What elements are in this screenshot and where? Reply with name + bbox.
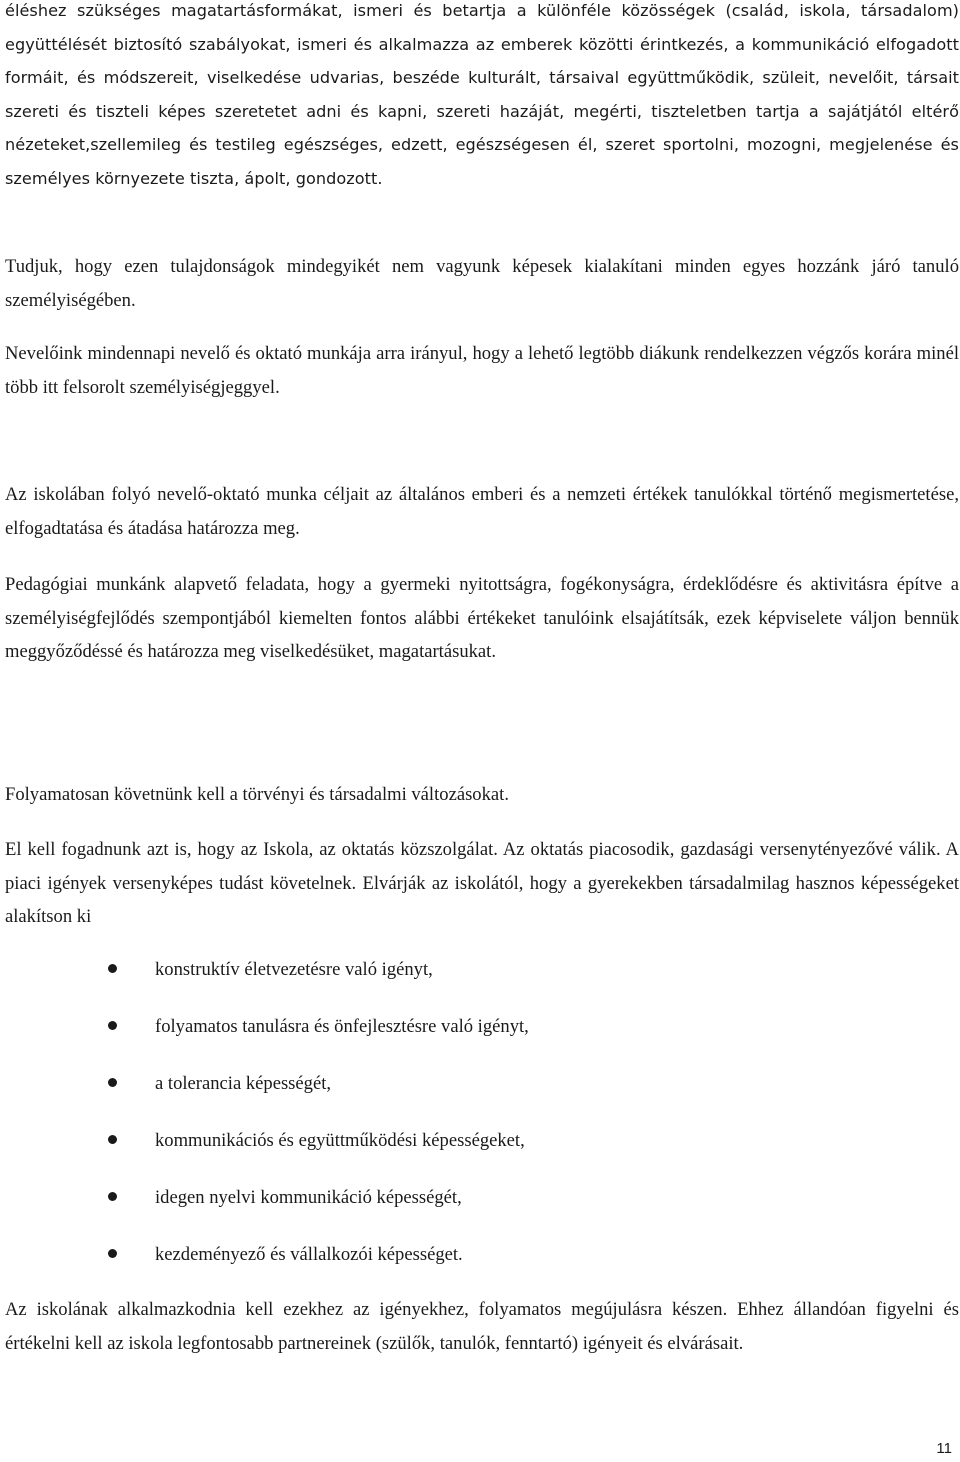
- paragraph-legal-changes: Folyamatosan követnünk kell a törvényi és társadalmi változásokat.: [5, 784, 509, 805]
- paragraph-teachers-work: Nevelőink mindennapi nevelő és oktató munkája arra irányul, hogy a lehető legtöbb diákunk rendelkezzen végzős korára minél több itt felsorolt személyiségjeggyel.: [5, 343, 959, 398]
- skills-bullet-list: [0, 953, 960, 1296]
- list-item: [0, 1238, 960, 1295]
- bullet-icon: [108, 964, 117, 973]
- bullet-icon: [108, 1021, 117, 1030]
- list-item: [0, 1181, 960, 1238]
- bullet-icon: [108, 1249, 117, 1258]
- paragraph-adaptation: Az iskolának alkalmazkodnia kell ezekhez az igényekhez, folyamatos megújulásra készen. Ehhez állandóan figyelni és értékelni kell az iskola legfontosabb partnereinek (szülők, tanulók, fenntartó) igényeit és elvárásait.: [5, 1299, 959, 1354]
- list-item-text: kommunikációs és együttműködési képességeket,: [155, 1130, 525, 1152]
- list-item: [0, 1124, 960, 1181]
- paragraph-personality-traits: éléshez szükséges magatartásformákat, ismeri és betartja a különféle közösségek (család, iskola, társadalom) együttélését biztosító szabályokat, ismeri és alkalmazza az emberek közötti érintkezés, a kommunikáció elfogadott formáit, és módszereit, viselkedése udvarias, beszéde kulturált, társaival együttműködik, szüleit, nevelőit, társait szereti és tiszteli képes szeretetet adni és kapni, szereti hazáját, megérti, tiszteletben tartja a sajátjától eltérő nézeteket,szellemileg és testileg egészséges, edzett, egészségesen él, szeret sportolni, mozogni, megjelenése és személyes környezete tiszta, ápolt, gondozott.: [5, 1, 959, 188]
- paragraph-traits-limits: Tudjuk, hogy ezen tulajdonságok mindegyikét nem vagyunk képesek kialakítani minden egyes hozzánk járó tanuló személyiségében.: [5, 256, 959, 311]
- list-item: [0, 1010, 960, 1067]
- paragraph-pedagogical-task: Pedagógiai munkánk alapvető feladata, hogy a gyermeki nyitottságra, fogékonyságra, érdeklődésre és aktivitásra építve a személyiségfejlődés szempontjából kiemelten fontos alábbi értékeket tanulóink elsajátítsák, ezek képviselete váljon bennük meggyőződéssé és határozza meg viselkedésüket, magatartásukat.: [5, 574, 959, 662]
- bullet-icon: [108, 1135, 117, 1144]
- list-item-text: a tolerancia képességét,: [155, 1073, 332, 1095]
- list-item-text: folyamatos tanulásra és önfejlesztésre való igényt,: [155, 1016, 529, 1038]
- list-item-text: idegen nyelvi kommunikáció képességét,: [155, 1187, 462, 1209]
- list-item-text: konstruktív életvezetésre való igényt,: [155, 959, 433, 980]
- list-item-text: kezdeményező és vállalkozói képességet.: [155, 1244, 463, 1266]
- list-item: [0, 1067, 960, 1124]
- bullet-icon: [108, 1192, 117, 1201]
- bullet-icon: [108, 1078, 117, 1087]
- paragraph-school-goals: Az iskolában folyó nevelő-oktató munka céljait az általános emberi és a nemzeti értékek tanulókkal történő megismertetése, elfogadtatása és átadása határozza meg.: [5, 484, 959, 539]
- page-number: 11: [936, 1440, 952, 1457]
- paragraph-public-service: El kell fogadnunk azt is, hogy az Iskola, az oktatás közszolgálat. Az oktatás piacosodik, gazdasági versenytényezővé válik. A piaci igények versenyképes tudást követelnek. Elvárják az iskolától, hogy a gyerekekben társadalmilag hasznos képességeket alakítson ki: [5, 839, 959, 927]
- list-item: [0, 953, 960, 1010]
